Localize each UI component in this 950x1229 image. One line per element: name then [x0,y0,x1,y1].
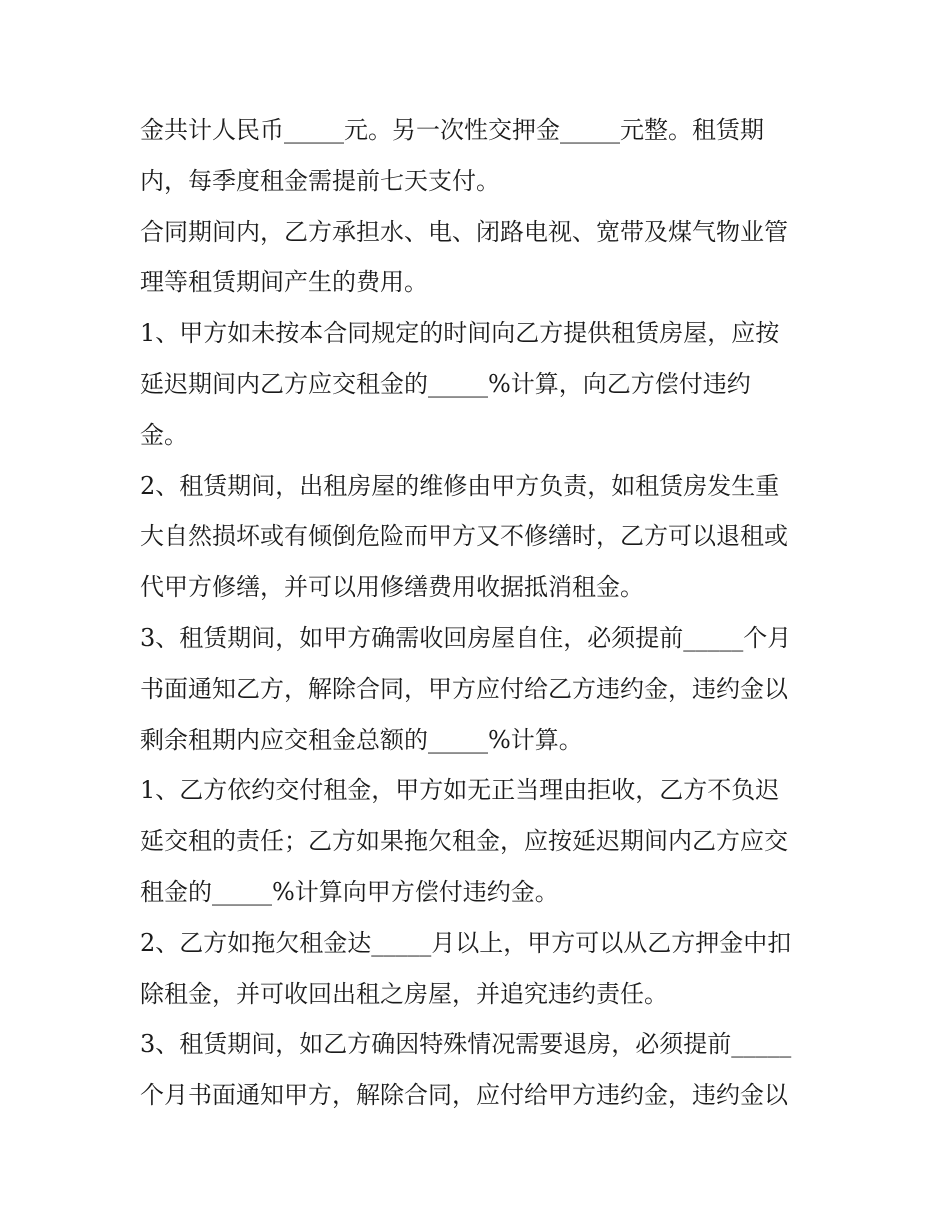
text-line: 1、乙方依约交付租金，甲方如无正当理由拒收，乙方不负迟 [140,776,780,805]
text-line: 延交租的责任；乙方如果拖欠租金，应按延迟期间内乙方应交 [140,827,788,856]
text-line: 1、甲方如未按本合同规定的时间向乙方提供租赁房屋，应按 [140,319,780,348]
text-line: 3、租赁期间，如甲方确需收回房屋自住，必须提前_____个月 [140,623,792,652]
text-line: 剩余租期内应交租金总额的_____%计算。 [140,725,583,754]
text-line: 大自然损坏或有倾倒危险而甲方又不修缮时，乙方可以退租或 [140,522,788,551]
text-line: 租金的_____%计算向甲方偿付违约金。 [140,877,559,906]
text-line: 2、乙方如拖欠租金达_____月以上，甲方可以从乙方押金中扣 [140,928,792,957]
text-line: 延迟期间内乙方应交租金的_____%计算，向乙方偿付违约 [140,369,751,398]
text-line: 代甲方修缮，并可以用修缮费用收据抵消租金。 [140,573,644,602]
text-line: 金共计人民币_____元。另一次性交押金_____元整。租赁期 [140,116,764,144]
text-line: 个月书面通知甲方，解除合同，应付给甲方违约金，违约金以 [140,1081,788,1110]
contract-body-text [140,105,830,1121]
text-line: 内，每季度租金需提前七天支付。 [140,166,500,195]
text-line: 理等租赁期间产生的费用。 [140,268,428,297]
text-line: 2、租赁期间，出租房屋的维修由甲方负责，如租赁房发生重 [140,471,780,500]
text-line: 合同期间内，乙方承担水、电、闭路电视、宽带及煤气物业管 [140,217,788,246]
text-line: 除租金，并可收回出租之房屋，并追究违约责任。 [140,979,668,1008]
text-line: 3、租赁期间，如乙方确因特殊情况需要退房，必须提前_____ [140,1030,792,1059]
text-line: 书面通知乙方，解除合同，甲方应付给乙方违约金，违约金以 [140,674,788,703]
text-line: 金。 [140,420,188,449]
